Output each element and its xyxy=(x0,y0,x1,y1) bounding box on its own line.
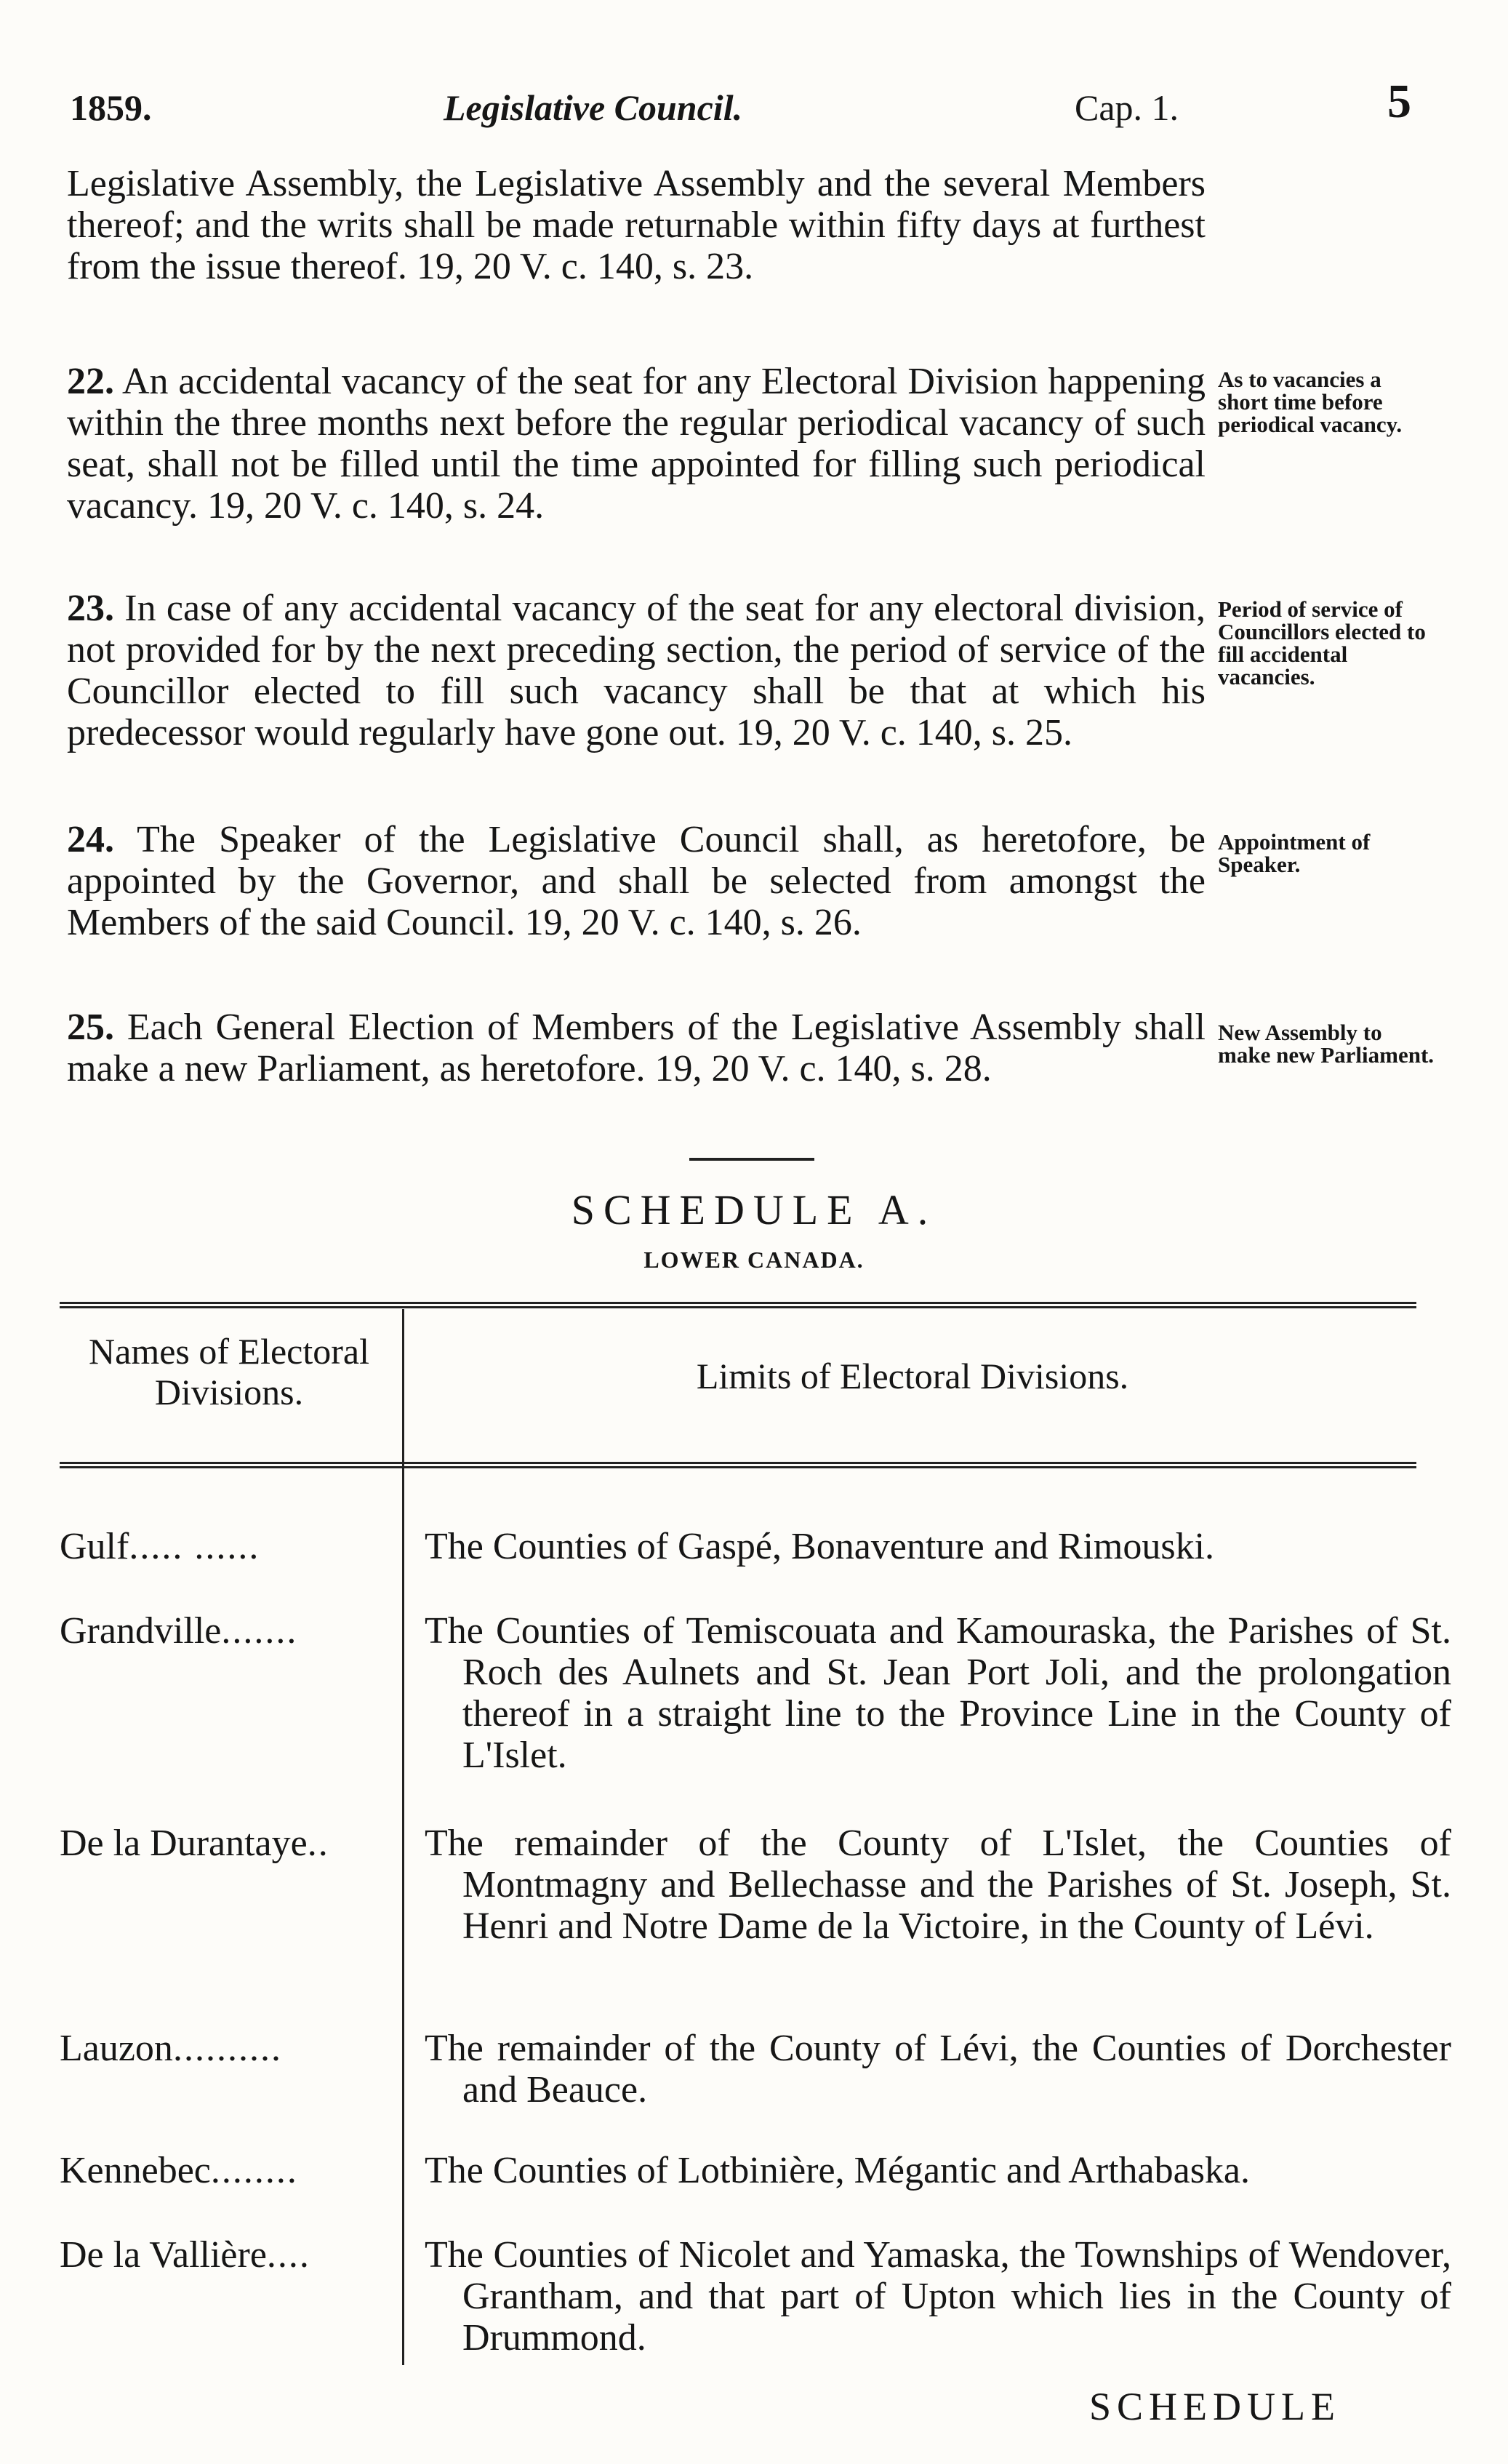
division-limits: The Counties of Gaspé, Bonaventure and Rimouski. xyxy=(425,1526,1215,1567)
paragraph-text: In case of any accidental vacancy of the seat for any electoral division, not provided for by the next preceding section, the period of service of the Councillor elected to fill such vacancy shall be that at which his predecessor would regularly have gone out. 19, 20 V. c. 140, s. 25. xyxy=(67,588,1206,753)
division-limits: The remainder of the County of Lévi, the Counties of Dorchester and Beauce. xyxy=(425,2028,1451,2111)
section-number: 25. xyxy=(67,1007,114,1048)
paragraph-text: The Speaker of the Legislative Council shall, as heretofore, be appointed by the Governor, and shall be selected from amongst the Members of the said Council. 19, 20 V. c. 140, s. 26. xyxy=(67,819,1206,943)
margin-note: New Assembly to make new Parliament. xyxy=(1218,1020,1435,1068)
paragraph-text: An accidental vacancy of the seat for any Electoral Division happening within the three months next before the regular periodical vacancy of such seat, shall not be filled until the time appointed for filling such periodical vacancy. 19, 20 V. c. 140, s. 24. xyxy=(67,361,1206,527)
table-header-rule xyxy=(60,1462,1416,1468)
column-header-limits: Limits of Electoral Divisions. xyxy=(696,1356,1129,1396)
paragraph-24 xyxy=(67,819,1206,943)
margin-note: Appointment of Speaker. xyxy=(1218,829,1371,877)
section-divider xyxy=(689,1158,814,1161)
column-header-names: Names of Electoral Divisions. xyxy=(89,1331,369,1412)
header-chapter: Cap. 1. xyxy=(1075,87,1179,128)
paragraph-text: Each General Election of Members of the Legislative Assembly shall make a new Parliament, as heretofore. 19, 20 V. c. 140, s. 28. xyxy=(67,1007,1206,1089)
division-name: Kennebec........ xyxy=(60,2150,298,2191)
header-title: Legislative Council. xyxy=(444,87,743,128)
catchword: SCHEDULE xyxy=(1089,2385,1341,2428)
paragraph-23 xyxy=(67,588,1206,753)
division-limits: The Counties of Temiscouata and Kamouraska, the Parishes of St. Roch des Aulnets and St. Jean Port Joli, and the prolongation thereof in a straight line to the Province Line in the County of L'Islet. xyxy=(425,1610,1451,1776)
schedule-subtitle: LOWER CANADA. xyxy=(643,1247,865,1273)
paragraph-continued xyxy=(67,163,1206,287)
schedule-title: SCHEDULE A. xyxy=(571,1186,937,1233)
margin-note: Period of service of Councillors elected to fill accidental vacancies. xyxy=(1218,596,1426,689)
section-number: 24. xyxy=(67,819,114,860)
table-column-divider xyxy=(402,1309,404,2365)
division-limits: The remainder of the County of L'Islet, the Counties of Montmagny and Bellechasse and the Parishes of St. Joseph, St. Henri and Notre Dame de la Victoire, in the County of Lévi. xyxy=(425,1823,1451,1947)
section-number: 23. xyxy=(67,588,114,629)
paragraph-22 xyxy=(67,361,1206,527)
division-name: De la Vallière.... xyxy=(60,2234,310,2276)
paragraph-text: Legislative Assembly, the Legislative Assembly and the several Members thereof; and the writs shall be made returnable within fifty days at furthest from the issue thereof. 19, 20 V. c. 140, s. 23. xyxy=(67,163,1206,287)
division-name: Gulf..... ...... xyxy=(60,1526,260,1567)
paragraph-25 xyxy=(67,1007,1206,1089)
margin-note: As to vacancies a short time before periodical vacancy. xyxy=(1218,367,1403,437)
header-year: 1859. xyxy=(70,87,152,128)
division-limits: The Counties of Nicolet and Yamaska, the Townships of Wendover, Grantham, and that part of Upton which lies in the County of Drummond. xyxy=(425,2234,1451,2359)
division-name: Lauzon.......... xyxy=(60,2028,282,2069)
section-number: 22. xyxy=(67,361,114,402)
division-name: Grandville....... xyxy=(60,1610,298,1652)
table-top-rule xyxy=(60,1302,1416,1308)
division-name: De la Durantaye.. xyxy=(60,1823,329,1864)
page-number: 5 xyxy=(1387,75,1411,128)
division-limits: The Counties of Lotbinière, Mégantic and Arthabaska. xyxy=(425,2150,1251,2191)
